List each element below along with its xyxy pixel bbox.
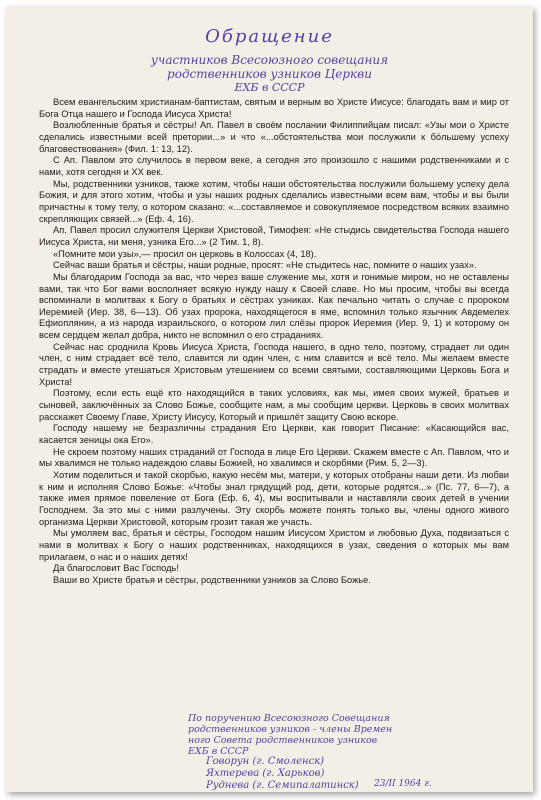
paragraph: Сейчас ваши братья и сёстры, наши родные, просят: «Не стыдитесь нас, помните о наших узах». bbox=[53, 260, 477, 271]
signature-block bbox=[188, 713, 508, 757]
paragraph: Возлюбленные братья и сёстры! Ап. Павел в своём послании Филиппийцам писал: «Узы мои о Христе сделались известными всей претории...» и что «...обстоятельства мои послужили к бо́льшему успеху благовествования» (Фил. 1: 13, 12). bbox=[39, 120, 509, 154]
paragraph-blessing: Да благословит Вас Господь! bbox=[53, 563, 179, 574]
subtitle-line-3: ЕХБ в СССР bbox=[234, 81, 305, 94]
signature-line: По поручению Всесоюзного Совещания bbox=[188, 713, 390, 724]
signer-name: Руднева (г. Семипалатинск) bbox=[206, 780, 359, 791]
subtitle-line-2: родственников узников Церкви bbox=[167, 67, 372, 81]
paragraph: Мы умоляем вас, братья и сёстры, Господом нашим Иисусом Христом и любовью Духа, подвизаться с нами в молитвах к Богу о наших родственниках, находящихся в узах, сведения о которых мы вам прилагаем, о нас и о наших детях! bbox=[39, 528, 509, 562]
paragraph: Не скроем поэтому наших страданий от Господа в лице Его Церкви. Скажем вместе с Ап. Павлом, что и мы хвалимся не только надеждою славы Божией, но хвалимся и скорбями (Рим. 5, 2—3). bbox=[39, 446, 509, 469]
paragraph: Мы благодарим Господа за вас, что через ваше служение мы, хотя и гонимые миром, но не оставлены вами, так что Бог вами восполняет всякую нужду нашу к Своей славе. Но мы просим, чтобы вы всегда вспоминали в молитвах к Богу о братьях и сёстрах узниках. Как печально читать о случае с пророком Иеремией (Иер. 38, 6—13). Об узах пророка, находящегося в яме, вспомнил только язычник Авдемелех Ефиоплянин, а из народа израильского, о котором лил слёзы пророк Иеремия (Иер. 9, 1) и которому он всем сердцем желал добра, никто не вспомнил о его страданиях. bbox=[39, 271, 509, 341]
paragraph: Господу нашему не безразличны страдания Его Церкви, как говорит Писание: «Касающийся вас, касается зеницы ока Его». bbox=[39, 423, 509, 446]
paragraph: «Помните мои узы»,— просил он церковь в Колоссах (4, 18). bbox=[53, 248, 317, 259]
paragraph: Хотим поделиться и такой скорбью, какую несём мы, матери, у которых отобраны наши дети. Из любви к ним и исполняя Слово Божье: «Чтобы знал грядущий род, дети, которые родятся...» (Пс. 77, 6—7), а также имея прямое повеление от Бога (Еф. 6, 4), мы воспитывали и наставляли своих детей в учении Господнем. За это мы с ними разлучены. Эту скорбь можете понять только вы, члены одного живого организма Церкви Христовой, которым грозит такая же участь. bbox=[39, 470, 509, 527]
letter-body bbox=[39, 97, 509, 587]
signers-list bbox=[206, 756, 359, 792]
document-title: Обращение bbox=[205, 26, 334, 47]
paragraph-closing: Ваши во Христе братья и сёстры, родственники узников за Слово Божье. bbox=[53, 574, 371, 585]
subtitle-line-1: участников Всесоюзного совещания bbox=[150, 53, 389, 67]
signature-line: ЕХБ в СССР bbox=[188, 746, 249, 757]
paragraph: С Ап. Павлом это случилось в первом веке, а сегодня это произошло с нашими родственниками и с нами, хотя сегодня и XX век. bbox=[39, 155, 509, 177]
signature-line: ного Совета родственников узников bbox=[188, 735, 378, 746]
paragraph: Ап. Павел просил служителя Церкви Христовой, Тимофея: «Не стыдись свидетельства Господа нашего Иисуса Христа, ни меня, узника Его...» (2 Тим. 1, 8). bbox=[39, 225, 509, 247]
paragraph: Сейчас нас сроднила Кровь Иисуса Христа, Господа нашего, в одно тело, поэтому, страдает ли один член, с ним страдает всё тело, славится ли один член, с ним славится и всё тело. Мы желаем вместе страдать и вместе утешаться Христовым утешением со всеми святыми, составляющими Церковь Бога и Христа! bbox=[39, 341, 509, 387]
signer-name: Яхтерева (г. Харьков) bbox=[206, 768, 325, 779]
signature-line: родственников узников - члены Времен bbox=[188, 724, 393, 735]
document-page bbox=[6, 6, 533, 792]
document-date: 23/II 1964 г. bbox=[374, 779, 432, 789]
paragraph: Мы, родственники узников, также хотим, чтобы наши обстоятельства послужили большему успеху дела Божия, и для этого хотим, чтобы и узы наших родных сделались известными всем вам, чтобы и вы были причастны к тому телу, о котором сказано: «...составляемое и совокупляемое посредством всяких взаимно скрепляющих связей...» (Еф. 4, 16). bbox=[39, 178, 509, 224]
signer-name: Говорун (г. Смоленск) bbox=[206, 756, 325, 767]
paragraph: Поэтому, если есть ещё кто находящийся в таких условиях, как мы, имея своих мужей, братьев и сыновей, заключённых за Слово Божье, сообщите нам, а мы сообщим церкви. Церковь в своих молитвах расскажет Своему Главе, Христу Иисусу, Который и пришлёт защиту Свою вскоре. bbox=[39, 388, 509, 422]
paragraph-greeting: Всем евангельским христианам-баптистам, святым и верным во Христе Иисусе: благодать вам и мир от Бога Отца нашего и Господа Иисуса Христа! bbox=[39, 97, 509, 119]
